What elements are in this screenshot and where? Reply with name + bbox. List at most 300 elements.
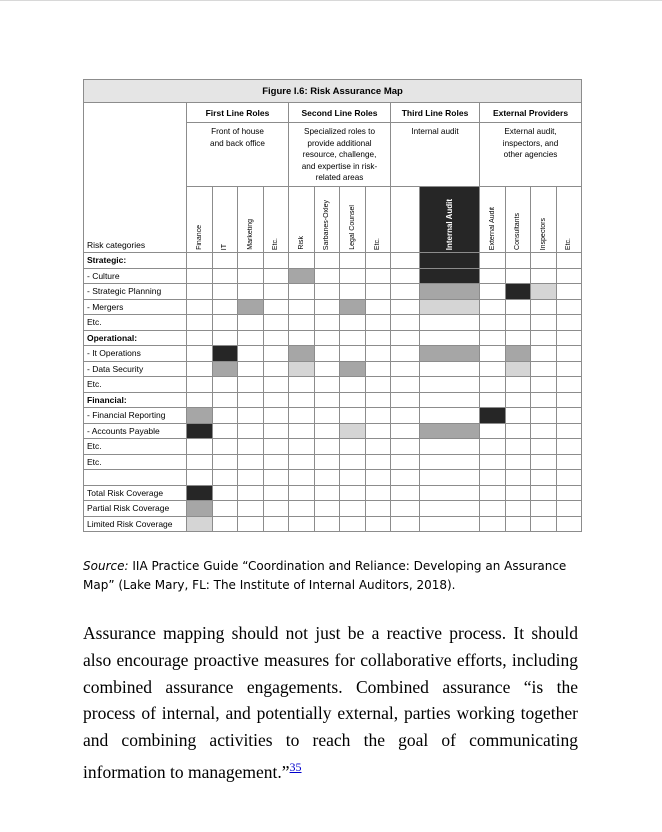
coverage-cell <box>420 454 480 470</box>
column-header-sarbanes-oxley <box>314 187 340 253</box>
coverage-cell <box>340 423 366 439</box>
coverage-cell <box>314 253 340 269</box>
coverage-cell <box>263 268 289 284</box>
column-header-internal-audit <box>420 187 480 253</box>
coverage-cell <box>556 268 582 284</box>
coverage-cell <box>238 315 264 331</box>
column-label: Marketing <box>246 219 254 250</box>
coverage-cell <box>480 470 506 486</box>
coverage-cell <box>531 377 557 393</box>
column-header-marketing <box>238 187 264 253</box>
coverage-cell <box>505 253 531 269</box>
group-external-description: External audit, inspectors, and other agencies <box>480 123 582 187</box>
coverage-cell <box>314 268 340 284</box>
coverage-cell <box>531 485 557 501</box>
coverage-cell <box>212 253 238 269</box>
coverage-cell <box>238 377 264 393</box>
table-row <box>84 299 582 315</box>
coverage-cell <box>314 485 340 501</box>
coverage-cell <box>365 454 391 470</box>
table-row <box>84 423 582 439</box>
table-row <box>84 346 582 362</box>
row-label: - Strategic Planning <box>84 284 187 300</box>
coverage-cell <box>531 392 557 408</box>
coverage-cell <box>365 439 391 455</box>
column-header-external-audit <box>480 187 506 253</box>
coverage-cell <box>531 268 557 284</box>
coverage-cell <box>187 377 213 393</box>
coverage-cell <box>187 315 213 331</box>
coverage-cell <box>365 516 391 532</box>
coverage-cell <box>365 268 391 284</box>
coverage-cell <box>289 253 315 269</box>
coverage-cell <box>314 346 340 362</box>
row-label: Limited Risk Coverage <box>84 516 187 532</box>
coverage-cell <box>187 454 213 470</box>
coverage-cell <box>365 470 391 486</box>
coverage-cell <box>212 392 238 408</box>
coverage-cell <box>556 423 582 439</box>
coverage-cell <box>212 268 238 284</box>
coverage-cell <box>365 423 391 439</box>
row-label: Etc. <box>84 454 187 470</box>
body-paragraph <box>83 620 578 786</box>
coverage-cell <box>340 470 366 486</box>
coverage-cell <box>238 516 264 532</box>
coverage-cell <box>289 516 315 532</box>
coverage-cell <box>480 454 506 470</box>
coverage-cell <box>238 470 264 486</box>
coverage-cell <box>238 439 264 455</box>
coverage-cell <box>187 268 213 284</box>
coverage-cell <box>263 284 289 300</box>
coverage-cell <box>289 377 315 393</box>
group-first-line-description: Front of house and back office <box>187 123 289 187</box>
coverage-cell <box>212 377 238 393</box>
coverage-cell <box>365 253 391 269</box>
coverage-cell <box>556 315 582 331</box>
coverage-cell <box>365 361 391 377</box>
column-header-third-spacer-left <box>391 187 420 253</box>
coverage-cell <box>238 268 264 284</box>
coverage-cell <box>480 485 506 501</box>
row-label: Total Risk Coverage <box>84 485 187 501</box>
coverage-cell <box>531 284 557 300</box>
third-line-spacer-cell <box>391 377 420 393</box>
coverage-cell <box>556 501 582 517</box>
table-row <box>84 315 582 331</box>
coverage-cell <box>187 408 213 424</box>
coverage-cell <box>480 330 506 346</box>
coverage-cell <box>263 330 289 346</box>
coverage-cell <box>340 392 366 408</box>
table-row <box>84 470 582 486</box>
coverage-cell <box>289 439 315 455</box>
column-header-it <box>212 187 238 253</box>
coverage-cell <box>505 454 531 470</box>
coverage-cell <box>480 501 506 517</box>
row-label: Financial: <box>84 392 187 408</box>
coverage-cell <box>556 361 582 377</box>
coverage-cell <box>556 454 582 470</box>
coverage-cell <box>238 485 264 501</box>
coverage-cell <box>365 377 391 393</box>
coverage-cell <box>505 470 531 486</box>
coverage-cell <box>505 439 531 455</box>
row-label: - It Operations <box>84 346 187 362</box>
coverage-cell <box>531 315 557 331</box>
coverage-cell <box>238 454 264 470</box>
third-line-spacer-cell <box>391 454 420 470</box>
row-label: - Data Security <box>84 361 187 377</box>
coverage-cell <box>556 408 582 424</box>
coverage-cell <box>531 470 557 486</box>
coverage-cell <box>531 501 557 517</box>
coverage-cell <box>263 470 289 486</box>
coverage-cell <box>263 315 289 331</box>
coverage-cell <box>420 315 480 331</box>
column-label: Etc. <box>565 237 573 250</box>
row-label <box>84 470 187 486</box>
coverage-cell <box>420 361 480 377</box>
third-line-spacer-cell <box>391 470 420 486</box>
table-row <box>84 330 582 346</box>
coverage-cell <box>480 361 506 377</box>
column-label: Etc. <box>272 237 280 250</box>
coverage-cell <box>480 346 506 362</box>
coverage-cell <box>314 408 340 424</box>
table-row <box>84 284 582 300</box>
coverage-cell <box>314 516 340 532</box>
coverage-cell <box>289 408 315 424</box>
footnote-link[interactable]: 35 <box>289 759 302 774</box>
column-label: Sarbanes-Oxley <box>323 199 331 250</box>
coverage-cell <box>556 516 582 532</box>
coverage-cell <box>420 501 480 517</box>
coverage-cell <box>212 346 238 362</box>
coverage-cell <box>314 470 340 486</box>
coverage-cell <box>505 268 531 284</box>
row-label: - Accounts Payable <box>84 423 187 439</box>
column-label: Legal Counsel <box>348 205 356 250</box>
coverage-cell <box>314 315 340 331</box>
coverage-cell <box>531 516 557 532</box>
coverage-cell <box>263 408 289 424</box>
table-row <box>84 253 582 269</box>
coverage-cell <box>365 330 391 346</box>
coverage-cell <box>263 253 289 269</box>
coverage-cell <box>212 485 238 501</box>
source-prefix: Source: <box>83 559 129 573</box>
coverage-cell <box>289 284 315 300</box>
coverage-cell <box>505 408 531 424</box>
coverage-cell <box>420 485 480 501</box>
column-label: Etc. <box>374 237 382 250</box>
coverage-cell <box>505 330 531 346</box>
coverage-cell <box>238 408 264 424</box>
coverage-cell <box>556 284 582 300</box>
coverage-cell <box>505 284 531 300</box>
row-label: Etc. <box>84 439 187 455</box>
footnote-ref[interactable] <box>290 759 302 775</box>
column-header-etc-first <box>263 187 289 253</box>
coverage-cell <box>365 346 391 362</box>
coverage-cell <box>187 346 213 362</box>
coverage-cell <box>420 408 480 424</box>
table-row <box>84 485 582 501</box>
row-label: Operational: <box>84 330 187 346</box>
coverage-cell <box>480 253 506 269</box>
coverage-cell <box>212 299 238 315</box>
coverage-cell <box>420 470 480 486</box>
group-third-line-description: Internal audit <box>391 123 480 187</box>
coverage-cell <box>238 423 264 439</box>
coverage-cell <box>505 516 531 532</box>
coverage-cell <box>263 361 289 377</box>
coverage-cell <box>289 330 315 346</box>
coverage-cell <box>238 501 264 517</box>
coverage-cell <box>340 377 366 393</box>
coverage-cell <box>420 516 480 532</box>
coverage-cell <box>289 501 315 517</box>
table-row <box>84 501 582 517</box>
coverage-cell <box>314 423 340 439</box>
coverage-cell <box>212 361 238 377</box>
coverage-cell <box>531 423 557 439</box>
risk-assurance-map-figure <box>83 79 578 530</box>
coverage-cell <box>238 284 264 300</box>
coverage-cell <box>187 299 213 315</box>
coverage-cell <box>340 516 366 532</box>
third-line-spacer-cell <box>391 253 420 269</box>
coverage-cell <box>556 377 582 393</box>
coverage-cell <box>289 485 315 501</box>
row-label: Strategic: <box>84 253 187 269</box>
third-line-spacer-cell <box>391 330 420 346</box>
coverage-cell <box>314 377 340 393</box>
coverage-cell <box>505 485 531 501</box>
coverage-cell <box>263 392 289 408</box>
coverage-cell <box>365 501 391 517</box>
third-line-spacer-cell <box>391 284 420 300</box>
coverage-cell <box>263 299 289 315</box>
figure-title: Figure I.6: Risk Assurance Map <box>84 80 582 103</box>
coverage-cell <box>365 315 391 331</box>
table-row <box>84 454 582 470</box>
coverage-cell <box>263 454 289 470</box>
column-header-consultants <box>505 187 531 253</box>
coverage-cell <box>263 485 289 501</box>
coverage-cell <box>505 377 531 393</box>
coverage-cell <box>238 346 264 362</box>
coverage-cell <box>505 315 531 331</box>
third-line-spacer-cell <box>391 315 420 331</box>
coverage-cell <box>505 299 531 315</box>
source-text: IIA Practice Guide “Coordination and Reliance: Developing an Assurance Map” (Lake Mary, FL: The Institute of Internal Auditors, 2018). <box>83 559 567 592</box>
coverage-cell <box>289 315 315 331</box>
third-line-spacer-cell <box>391 408 420 424</box>
coverage-cell <box>505 392 531 408</box>
coverage-cell <box>340 408 366 424</box>
coverage-cell <box>480 408 506 424</box>
table-row <box>84 361 582 377</box>
coverage-cell <box>365 392 391 408</box>
group-first-line: First Line Roles <box>187 103 289 123</box>
table-row <box>84 392 582 408</box>
coverage-cell <box>187 253 213 269</box>
coverage-cell <box>531 253 557 269</box>
coverage-cell <box>340 299 366 315</box>
coverage-cell <box>238 361 264 377</box>
third-line-spacer-cell <box>391 361 420 377</box>
coverage-cell <box>187 423 213 439</box>
coverage-cell <box>212 516 238 532</box>
coverage-cell <box>212 315 238 331</box>
coverage-cell <box>556 439 582 455</box>
coverage-cell <box>314 284 340 300</box>
column-header-inspectors <box>531 187 557 253</box>
coverage-cell <box>187 330 213 346</box>
coverage-cell <box>340 284 366 300</box>
coverage-cell <box>187 392 213 408</box>
row-label: - Culture <box>84 268 187 284</box>
column-label: Finance <box>195 225 203 250</box>
group-external-providers: External Providers <box>480 103 582 123</box>
coverage-cell <box>187 485 213 501</box>
coverage-cell <box>505 423 531 439</box>
coverage-cell <box>365 485 391 501</box>
coverage-cell <box>212 330 238 346</box>
coverage-cell <box>531 408 557 424</box>
coverage-cell <box>365 408 391 424</box>
coverage-cell <box>263 377 289 393</box>
coverage-cell <box>314 392 340 408</box>
coverage-cell <box>289 392 315 408</box>
coverage-cell <box>263 346 289 362</box>
coverage-cell <box>480 516 506 532</box>
coverage-cell <box>289 470 315 486</box>
coverage-cell <box>420 423 480 439</box>
coverage-cell <box>365 284 391 300</box>
coverage-cell <box>420 253 480 269</box>
coverage-cell <box>263 423 289 439</box>
third-line-spacer-cell <box>391 516 420 532</box>
coverage-cell <box>340 268 366 284</box>
coverage-cell <box>263 516 289 532</box>
coverage-cell <box>556 346 582 362</box>
table-row <box>84 408 582 424</box>
group-third-line: Third Line Roles <box>391 103 480 123</box>
coverage-cell <box>420 284 480 300</box>
coverage-cell <box>238 392 264 408</box>
table-row <box>84 439 582 455</box>
coverage-cell <box>420 377 480 393</box>
column-header-finance <box>187 187 213 253</box>
table-row <box>84 516 582 532</box>
coverage-cell <box>556 470 582 486</box>
coverage-cell <box>505 346 531 362</box>
coverage-cell <box>480 315 506 331</box>
coverage-cell <box>480 392 506 408</box>
table-row <box>84 377 582 393</box>
coverage-cell <box>480 423 506 439</box>
coverage-cell <box>238 330 264 346</box>
column-label: Internal Audit <box>445 198 454 250</box>
coverage-cell <box>212 284 238 300</box>
third-line-spacer-cell <box>391 268 420 284</box>
coverage-cell <box>314 439 340 455</box>
coverage-cell <box>212 423 238 439</box>
coverage-cell <box>340 501 366 517</box>
coverage-cell <box>314 501 340 517</box>
table-row <box>84 268 582 284</box>
column-label: External Audit <box>488 206 496 250</box>
coverage-cell <box>212 408 238 424</box>
coverage-cell <box>480 377 506 393</box>
column-label: Risk <box>297 236 305 250</box>
coverage-cell <box>314 361 340 377</box>
coverage-cell <box>340 454 366 470</box>
coverage-cell <box>263 439 289 455</box>
third-line-spacer-cell <box>391 485 420 501</box>
coverage-cell <box>212 439 238 455</box>
coverage-cell <box>556 392 582 408</box>
coverage-cell <box>289 299 315 315</box>
third-line-spacer-cell <box>391 423 420 439</box>
coverage-cell <box>289 423 315 439</box>
column-header-etc-external <box>556 187 582 253</box>
coverage-cell <box>187 501 213 517</box>
coverage-cell <box>314 454 340 470</box>
risk-categories-header: Risk categories <box>84 103 187 253</box>
coverage-cell <box>480 439 506 455</box>
column-header-risk <box>289 187 315 253</box>
coverage-cell <box>187 361 213 377</box>
coverage-cell <box>238 299 264 315</box>
coverage-cell <box>556 330 582 346</box>
coverage-cell <box>420 299 480 315</box>
coverage-cell <box>531 346 557 362</box>
coverage-cell <box>531 299 557 315</box>
coverage-cell <box>314 299 340 315</box>
coverage-cell <box>289 454 315 470</box>
coverage-cell <box>556 485 582 501</box>
coverage-cell <box>340 253 366 269</box>
third-line-spacer-cell <box>391 299 420 315</box>
coverage-cell <box>340 315 366 331</box>
coverage-cell <box>212 454 238 470</box>
third-line-spacer-cell <box>391 346 420 362</box>
coverage-cell <box>480 284 506 300</box>
coverage-cell <box>187 284 213 300</box>
coverage-cell <box>420 392 480 408</box>
risk-assurance-map-table <box>83 79 582 532</box>
column-label: IT <box>221 243 229 250</box>
coverage-cell <box>420 330 480 346</box>
column-label: Consultants <box>514 213 522 250</box>
column-header-etc-second <box>365 187 391 253</box>
column-label: Inspectors <box>539 217 547 250</box>
coverage-cell <box>212 501 238 517</box>
coverage-cell <box>289 346 315 362</box>
coverage-cell <box>531 454 557 470</box>
third-line-spacer-cell <box>391 501 420 517</box>
coverage-cell <box>531 330 557 346</box>
coverage-cell <box>314 330 340 346</box>
coverage-cell <box>187 470 213 486</box>
coverage-cell <box>340 330 366 346</box>
top-divider <box>0 0 662 1</box>
